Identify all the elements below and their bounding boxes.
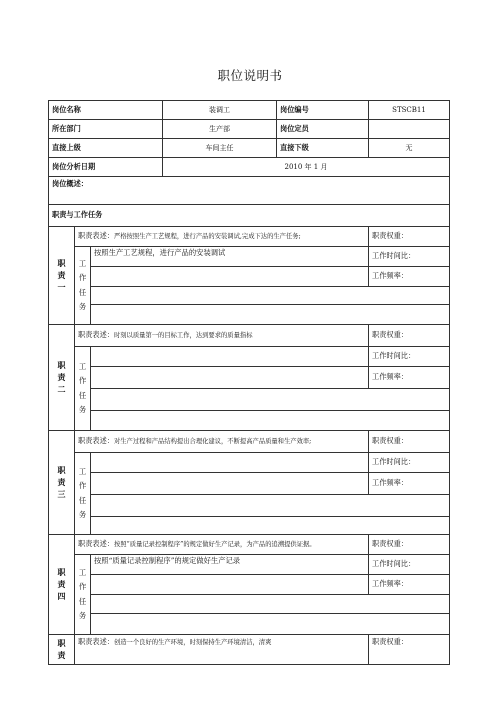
duty-2-description: 职责表述：时刻以质量第一的目标工作，达到要求的质量指标 — [75, 325, 369, 347]
superior-label: 直接上级 — [49, 139, 163, 158]
duty-3-description: 职责表述：对生产过程和产品结构提出合理化建议，不断提高产品质量和生产效率; — [75, 431, 369, 453]
duty-3-name: 职 责 三 — [49, 431, 75, 535]
duty-3-authority-label: 职责权重： — [369, 431, 450, 453]
duty-task-row — [49, 389, 450, 411]
duty-1-task-1: 按照生产工艺规程，进行产品的安装调试 — [91, 247, 369, 267]
duty-2-task-2 — [91, 367, 369, 389]
duty-3-time-ratio-label: 工作时间比： — [369, 453, 450, 473]
duty-1-authority-label: 职责权重： — [369, 227, 450, 247]
duty-2-task-3 — [91, 389, 450, 411]
duty-4-name: 职 责 四 — [49, 535, 75, 635]
duty-2-work-tasks-label: 工 作 任 务 — [75, 347, 91, 431]
duty-3-task-4 — [91, 517, 450, 535]
duty-4-work-tasks-label: 工 作 任 务 — [75, 555, 91, 635]
row-superior — [49, 139, 450, 158]
analysis-date-value: 2010 年 1 月 — [163, 158, 450, 177]
overview-label: 岗位概述： — [49, 177, 450, 205]
duty-task-row — [49, 247, 450, 267]
duty-desc-row — [49, 431, 450, 453]
duty-5-description: 职责表述：创造一个良好的生产环境，时刻保持生产环境清洁，清爽 — [75, 635, 369, 665]
duty-2-task-1 — [91, 347, 369, 367]
duty-desc-row — [49, 325, 450, 347]
duty-3-task-1 — [91, 453, 369, 473]
duty-5-authority-label: 职责权重： — [369, 635, 450, 665]
duty-3-task-2 — [91, 473, 369, 495]
duty-3-task-3 — [91, 495, 450, 517]
duty-task-row — [49, 267, 450, 287]
duty-3-work-tasks-label: 工 作 任 务 — [75, 453, 91, 535]
duty-task-row — [49, 367, 450, 389]
duty-2-time-ratio-label: 工作时间比： — [369, 347, 450, 367]
row-duties-section — [49, 205, 450, 227]
duty-1-work-tasks-label: 工 作 任 务 — [75, 247, 91, 325]
duty-task-row — [49, 453, 450, 473]
row-analysis-date — [49, 158, 450, 177]
superior-value: 车间主任 — [163, 139, 277, 158]
duty-task-row — [49, 411, 450, 431]
position-code-value: STSCB11 — [369, 101, 450, 120]
duty-1-frequency-label: 工作频率： — [369, 267, 450, 287]
duty-4-frequency-label: 工作频率： — [369, 575, 450, 595]
department-value: 生产部 — [163, 120, 277, 139]
duty-desc-row — [49, 535, 450, 555]
duty-4-authority-label: 职责权重： — [369, 535, 450, 555]
duty-task-row — [49, 595, 450, 614]
position-code-label: 岗位编号 — [277, 101, 369, 120]
duty-1-time-ratio-label: 工作时间比： — [369, 247, 450, 267]
position-name-label: 岗位名称 — [49, 101, 163, 120]
duty-task-row — [49, 473, 450, 495]
duty-1-task-4 — [91, 305, 450, 325]
duty-desc-row — [49, 635, 450, 665]
duty-2-name: 职 责 二 — [49, 325, 75, 431]
duty-task-row — [49, 575, 450, 595]
duty-task-row — [49, 347, 450, 367]
duty-4-task-4 — [91, 614, 450, 635]
subordinate-value: 无 — [369, 139, 450, 158]
duty-4-time-ratio-label: 工作时间比： — [369, 555, 450, 575]
row-position-name — [49, 101, 450, 120]
duty-4-description: 职责表述：按照“质量记录控制程序”的规定做好生产记录，为产品的追溯提供证据。 — [75, 535, 369, 555]
duty-desc-row — [49, 227, 450, 247]
row-overview — [49, 177, 450, 205]
duty-4-task-1: 按照“质量记录控制程序”的规定做好生产记录 — [91, 555, 369, 575]
duties-section-label: 职责与工作任务 — [49, 205, 450, 227]
duty-1-task-3 — [91, 287, 450, 305]
duty-task-row — [49, 614, 450, 635]
duty-2-authority-label: 职责权重： — [369, 325, 450, 347]
duty-1-task-2 — [91, 267, 369, 287]
duty-1-description: 职责表述：严格按照生产工艺规程，进行产品的安装调试,完成下达的生产任务; — [75, 227, 369, 247]
analysis-date-label: 岗位分析日期 — [49, 158, 163, 177]
duty-2-frequency-label: 工作频率： — [369, 367, 450, 389]
duty-task-row — [49, 517, 450, 535]
duty-1-name: 职 责 一 — [49, 227, 75, 325]
duty-task-row — [49, 495, 450, 517]
duty-task-row — [49, 305, 450, 325]
subordinate-label: 直接下级 — [277, 139, 369, 158]
duty-task-row — [49, 287, 450, 305]
duty-2-task-4 — [91, 411, 450, 431]
headcount-value — [369, 120, 450, 139]
document-title: 职位说明书 — [217, 68, 283, 83]
duty-5-name: 职 责 — [49, 635, 75, 665]
duty-4-task-2 — [91, 575, 369, 595]
row-department — [49, 120, 450, 139]
duty-task-row — [49, 555, 450, 575]
headcount-label: 岗位定员 — [277, 120, 369, 139]
department-label: 所在部门 — [49, 120, 163, 139]
position-name-value: 装调工 — [163, 101, 277, 120]
duty-4-task-3 — [91, 595, 450, 614]
duty-3-frequency-label: 工作频率： — [369, 473, 450, 495]
job-description-table — [48, 100, 450, 665]
